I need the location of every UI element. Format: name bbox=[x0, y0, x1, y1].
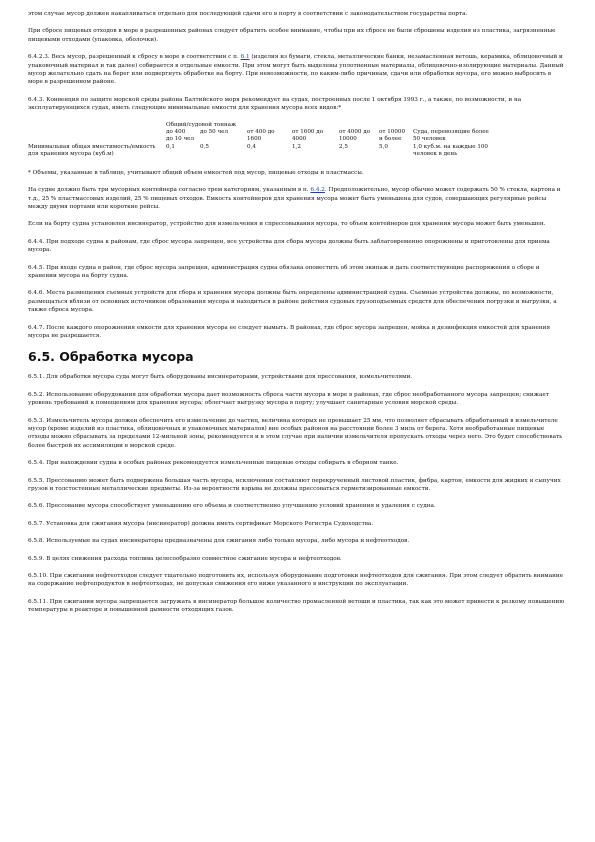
table-cell: 0,5 bbox=[200, 143, 209, 150]
footnote: * Объемы, указанные в таблице, учитывают общий объем емкостей под мусор, пищевые отходы и пластмассы. bbox=[28, 169, 364, 176]
paragraph: 6.5.3. Измельчитель мусора должен обеспечить его измельчение до частиц, величина которых не превышает 25 мм, что позволяет сбрасывать обработанный в измельчителе мусор (кроме изделий из пластика, облицовочных и упаковочных материалов) вне особых районов на расстоянии более 3 миль от берега. Хотя необработанные пищевые отходы можно сбрасывать за пределами 12-мильной зоны, рекомендуется и в этом случае при наличии измельчителя пропускать отходы через него. Это будет способствовать более быстрой их ассимиляции в морской среде. bbox=[28, 417, 563, 449]
paragraph-text: . Предположительно, мусор обычно может содержать 50 % стекла, картона и т.д., 25 % пластмассовых изделий, 25 % пищевых отходов. Емкость контейнеров для хранения мусора может быть уменьшена для судов, совершающих регулярные рейсы между двумя портами или короткие рейсы. bbox=[28, 187, 561, 210]
paragraph-text: (изделия из бумаги, стекла, металлические банки, незамасленная ветошь, керамика, облицовочный и упаковочный материал и так далее) собирается в отдельные емкости. При этом могут быть выделены уплотненные материалы, облицовочно-изолирующие материалы. Данный мусор желательно сдать на берег или подвергнуть обработке на борту. При невозможности, по каким-либо причинам, сдачи или обработки мусора, его можно выбросить в море в разрешенном районе. bbox=[28, 54, 564, 86]
table-cell: 5,0 bbox=[379, 143, 388, 150]
paragraph: 6.5.10. При сжигании нефтеотходов следует тщательно подготовить их, используя оборудование подготовки нефтеотходов для сжигания. При этом следует обратить внимание на содержание нефтепродуктов в нефтеотходах, не допуская снижения его ниже указанного в инструкции по эксплуатации. bbox=[28, 573, 564, 588]
table-col-header: от 4000 до 10000 bbox=[339, 129, 371, 143]
paragraph: 6.5.1. Для обработки мусора суда могут быть оборудованы инсинераторами, устройствами для прессования, измельчителями. bbox=[28, 374, 413, 381]
section-title: 6.5. Обработка мусора bbox=[28, 349, 194, 365]
paragraph: 6.4.4. При подходе судна к районам, где сброс мусора запрещен, все устройства для сбора мусора должны быть заблаговременно опорожнены и приготовлены для приема мусора. bbox=[28, 238, 550, 254]
paragraph: 6.5.8. Используемые на судах инсинераторы предназначены для сжигания либо только мусора, либо мусора и нефтеотходов. bbox=[28, 538, 410, 545]
paragraph-containers bbox=[28, 186, 567, 211]
paragraph: При сбросе пищевых отходов в море в разрешенных районах следует обратить особое внимание, чтобы при их сбросе не были сброшены изделия из пластика, загрязненные пищевыми отходами (упаковка, оболочки). bbox=[28, 28, 556, 43]
paragraph: 6.5.6. Прессование мусора способствует уменьшению его объема и соответственно улучшению условий хранения и удаления с судна. bbox=[28, 503, 436, 510]
table-group-header: Общий/судовой тоннаж bbox=[166, 121, 237, 128]
paragraph: 6.5.9. В целях снижения расхода топлива целесообразно совместное сжигание мусора и нефтеотходов. bbox=[28, 555, 342, 562]
link-6-4-2[interactable]: 6.4.2 bbox=[310, 187, 325, 194]
paragraph: 6.4.7. После каждого опорожнения емкости для хранения мусора ее следует вымыть. В районах, где сброс мусора запрещен, мойка и дезинфекция емкостей для хранения мусора не разрешается. bbox=[28, 324, 551, 339]
table-col-header: от 10000 и более bbox=[379, 129, 406, 143]
paragraph: 6.5.5. Прессованию может быть подвержена большая часть мусора, исключения составляют перекрученный листовой пластик, фибра, картон, емкости для жидких и сыпучих грузов и толстостенные металлические предметы. Из-за вероятности взрыва не должны прессоваться герметизированные емкости. bbox=[28, 477, 561, 493]
table-col-header: до 400 до 10 чел bbox=[166, 129, 195, 143]
link-6-1[interactable]: 6.1 bbox=[240, 54, 250, 61]
paragraph: 6.5.7. Установка для сжигания мусора (инсинератор) должна иметь сертификат Морского Регистра Судоходства. bbox=[28, 520, 374, 527]
paragraph-6-4-2-3 bbox=[28, 53, 567, 87]
table-cell: 2,5 bbox=[339, 143, 348, 150]
paragraph: Если на борту судна установлен инсинератор, устройство для измельчения и спрессовывания мусора, то объем контейнеров для хранения мусора может быть уменьшен. bbox=[28, 221, 546, 228]
table-col-header: до 50 чел bbox=[200, 129, 229, 136]
storage-volume-table bbox=[28, 122, 495, 159]
paragraph: 6.5.2. Использование оборудования для обработки мусора дает возможность сброса части мусора в море в районах, где сброс необработанного мусора запрещен; снижает уровень требований к помещениям для хранения мусора; облегчает выгрузку мусора в порту; улучшает санитарные условия морской среды. bbox=[28, 391, 549, 407]
paragraph: этом случае мусор должен накапливаться отдельно для последующей сдачи его в порту в соответствии с законодательством государства порта. bbox=[28, 11, 468, 17]
table-cell: 0,1 bbox=[166, 143, 175, 150]
table-col-header: от 400 до 1600 bbox=[247, 129, 275, 143]
table-row-label: Минимальная общая вместимость/емкость для хранения мусора (куб.м) bbox=[28, 143, 156, 158]
table-col-header: Суда, перевозящие более 50 человек bbox=[413, 129, 489, 143]
table-cell: 0,4 bbox=[247, 143, 256, 150]
paragraph: 6.5.4. При нахождении судна в особых районах рекомендуется измельченные пищевые отходы собирать в сборном танке. bbox=[28, 460, 399, 467]
paragraph: 6.4.6. Места размещения съемных устройств для сбора и хранения мусора должны быть определены администрацией судна. Съемные устройства должны, по возможности, размещаться вблизи от основных источников образования мусора и находиться в районе действия судовых грузоподъемных средств для обеспечения погрузки и выгрузки, а также сброса мусора. bbox=[28, 290, 557, 314]
paragraph: 6.5.11. При сжигании мусора запрещается загружать в инсинератор большое количество промасленной ветоши и пластика, так как это может привести к резкому повышению температуры в реакторе и повышенной дымности отходящих газов. bbox=[28, 598, 565, 614]
table-cell: 1,2 bbox=[292, 143, 301, 150]
paragraph-6-4-3: 6.4.3. Конвенция по защите морской среды района Балтийского моря рекомендует на судах, построенных после 1 октября 1993 г., а также, по возможности, и на эксплуатирующихся судах, иметь следующие минимальные емкости для хранения мусора всех видов:* bbox=[28, 96, 522, 112]
paragraph: 6.4.5. При входе судна в район, где сброс мусора запрещен, администрация судна обязана оповестить об этом экипаж и дать соответствующие распоряжения о сборе и хранении мусора на борту судна. bbox=[28, 264, 540, 279]
paragraph-text: 6.4.2.3. Весь мусор, разрешенный к сбросу в море в соответствии с п. bbox=[28, 54, 241, 61]
paragraph-text: На судне должно быть три мусорных контейнера согласно трем категориям, указанным в п. bbox=[28, 187, 311, 194]
table-col-header: от 1600 до 4000 bbox=[292, 129, 324, 143]
table-cell: 1,0 куб.м. на каждые 100 человек в день bbox=[413, 143, 488, 158]
